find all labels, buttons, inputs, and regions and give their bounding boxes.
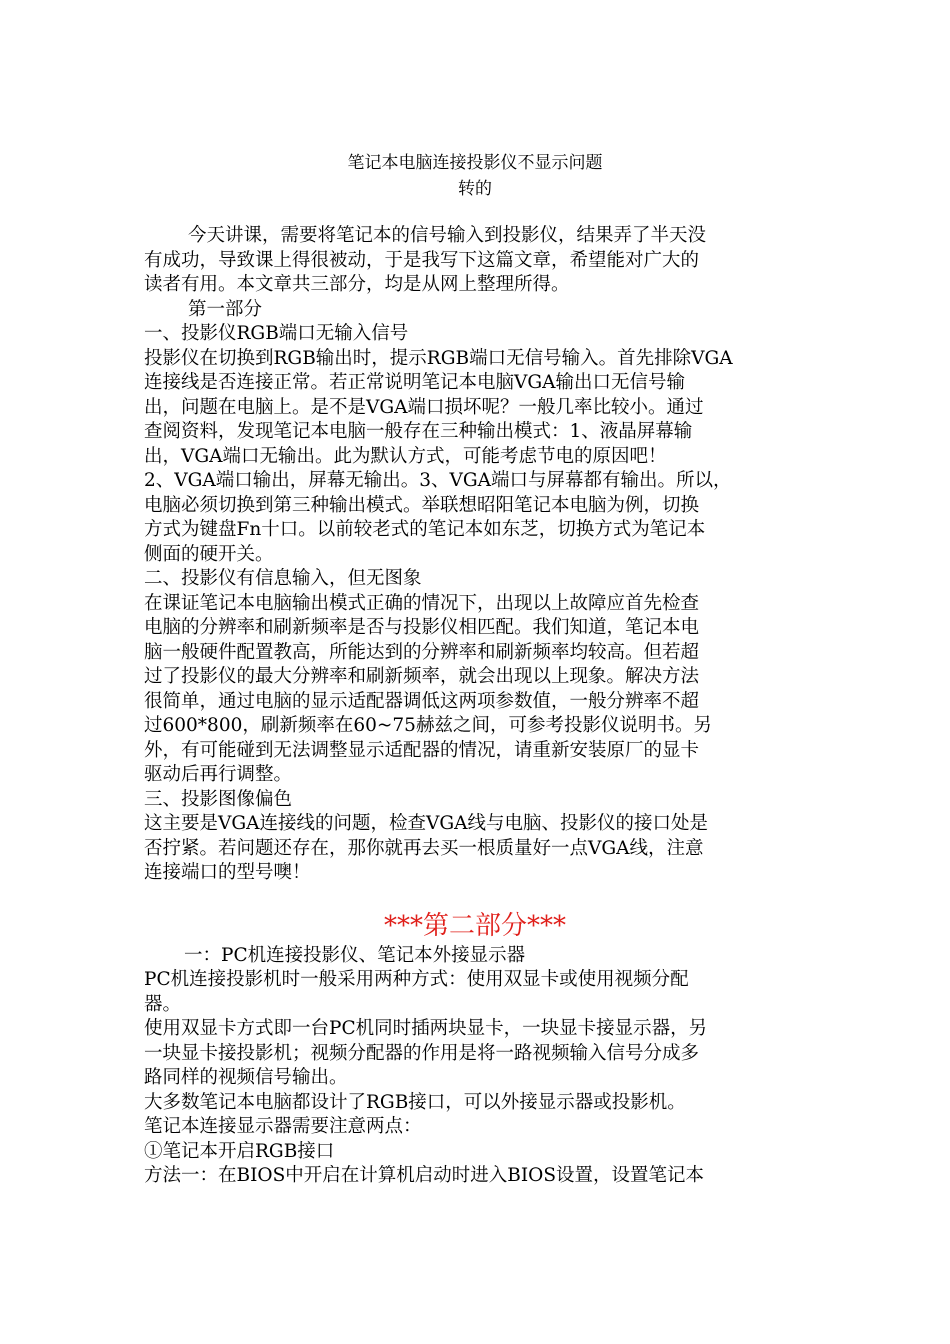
text-line: 笔记本连接显示器需要注意两点： bbox=[144, 1116, 422, 1137]
text-line: 连接端口的型号噢！ bbox=[144, 862, 311, 883]
text-line: PC机连接投影机时一般采用两种方式：使用双显卡或使用视频分配 bbox=[144, 969, 689, 990]
text-line: 投影仪在切换到RGB输出时，提示RGB端口无信号输入。首先排除VGA bbox=[144, 347, 733, 369]
text-line: 外，有可能碰到无法调整显示适配器的情况，请重新安装原厂的显卡 bbox=[144, 739, 700, 761]
text-line: 2、VGA端口输出，屏幕无输出。3、VGA端口与屏幕都有输出。所以， bbox=[144, 470, 732, 491]
part1-heading: 第一部分 bbox=[188, 298, 263, 320]
text-line: 驱动后再行调整。 bbox=[144, 764, 293, 785]
text-line: 电脑的分辨率和刷新频率是否与投影仪相匹配。我们知道，笔记本电 bbox=[144, 617, 700, 638]
text-line: 方法一：在BIOS中开启在计算机启动时进入BIOS设置，设置笔记本 bbox=[144, 1165, 704, 1186]
text-line: 侧面的硬开关。 bbox=[144, 543, 274, 565]
text-line: 在课证笔记本电脑输出模式正确的情况下，出现以上故障应首先检查 bbox=[144, 592, 700, 614]
text-line: 器。 bbox=[144, 993, 182, 1015]
text-line: 大多数笔记本电脑都设计了RGB接口，可以外接显示器或投影机。 bbox=[144, 1091, 686, 1113]
text-line: 路同样的视频信号输出。 bbox=[144, 1067, 348, 1088]
page-subtitle: 转的 bbox=[458, 179, 492, 199]
part2-content bbox=[144, 968, 804, 1189]
part2-heading: ***第二部分*** bbox=[383, 910, 566, 941]
page-title: 笔记本电脑连接投影仪不显示问题 bbox=[347, 153, 603, 173]
text-line: 电脑必须切换到第三种输出模式。举联想昭阳笔记本电脑为例，切换 bbox=[144, 494, 700, 516]
text-line: 否拧紧。若问题还存在，那你就再去买一根质量好一点VGA线，注意 bbox=[144, 837, 704, 859]
text-line: 过了投影仪的最大分辨率和刷新频率，就会出现以上现象。解决方法 bbox=[144, 666, 700, 687]
section-spacer bbox=[144, 886, 804, 908]
section-heading-no-image: 二、投影仪有信息输入，但无图象 bbox=[144, 568, 422, 589]
text-line: 过600*800，刷新频率在60~75赫兹之间，可参考投影仪说明书。另 bbox=[144, 715, 712, 736]
part2-subheading: 一：PC机连接投影仪、笔记本外接显示器 bbox=[184, 944, 526, 966]
part1-content bbox=[144, 322, 804, 886]
intro-line: 今天讲课，需要将笔记本的信号输入到投影仪，结果弄了半天没 bbox=[188, 225, 707, 246]
text-line: 脑一般硬件配置教高，所能达到的分辨率和刷新频率均较高。但若超 bbox=[144, 641, 700, 663]
intro-line: 读者有用。本文章共三部分，均是从网上整理所得。 bbox=[144, 274, 570, 295]
text-line: 出，问题在电脑上。是不是VGA端口损坏呢？一般几率比较小。通过 bbox=[144, 396, 704, 418]
document-body bbox=[144, 224, 804, 1189]
text-line: 使用双显卡方式即一台PC机同时插两块显卡，一块显卡接显示器，另 bbox=[144, 1018, 708, 1039]
text-line: 连接线是否连接正常。若正常说明笔记本电脑VGA输出口无信号输 bbox=[144, 372, 686, 393]
list-item-heading: ①笔记本开启RGB接口 bbox=[144, 1140, 335, 1162]
intro-paragraph bbox=[144, 224, 804, 298]
intro-line: 有成功，导致课上得很被动，于是我写下这篇文章，希望能对广大的 bbox=[144, 249, 700, 271]
text-line: 方式为键盘Fn十口。以前较老式的笔记本如东芝，切换方式为笔记本 bbox=[144, 519, 706, 540]
text-line: 查阅资料，发现笔记本电脑一般存在三种输出模式：1、液晶屏幕输 bbox=[144, 421, 693, 442]
section-heading-rgb-no-signal: 一、投影仪RGB端口无输入信号 bbox=[144, 323, 409, 344]
text-line: 一块显卡接投影机；视频分配器的作用是将一路视频输入信号分成多 bbox=[144, 1042, 700, 1064]
text-line: 出，VGA端口无输出。此为默认方式，可能考虑节电的原因吧！ bbox=[144, 445, 667, 467]
title-block bbox=[0, 150, 950, 202]
text-line: 这主要是VGA连接线的问题，检查VGA线与电脑、投影仪的接口处是 bbox=[144, 813, 708, 834]
section-heading-color-cast: 三、投影图像偏色 bbox=[144, 788, 293, 810]
text-line: 很简单，通过电脑的显示适配器调低这两项参数值，一般分辨率不超 bbox=[144, 690, 700, 712]
